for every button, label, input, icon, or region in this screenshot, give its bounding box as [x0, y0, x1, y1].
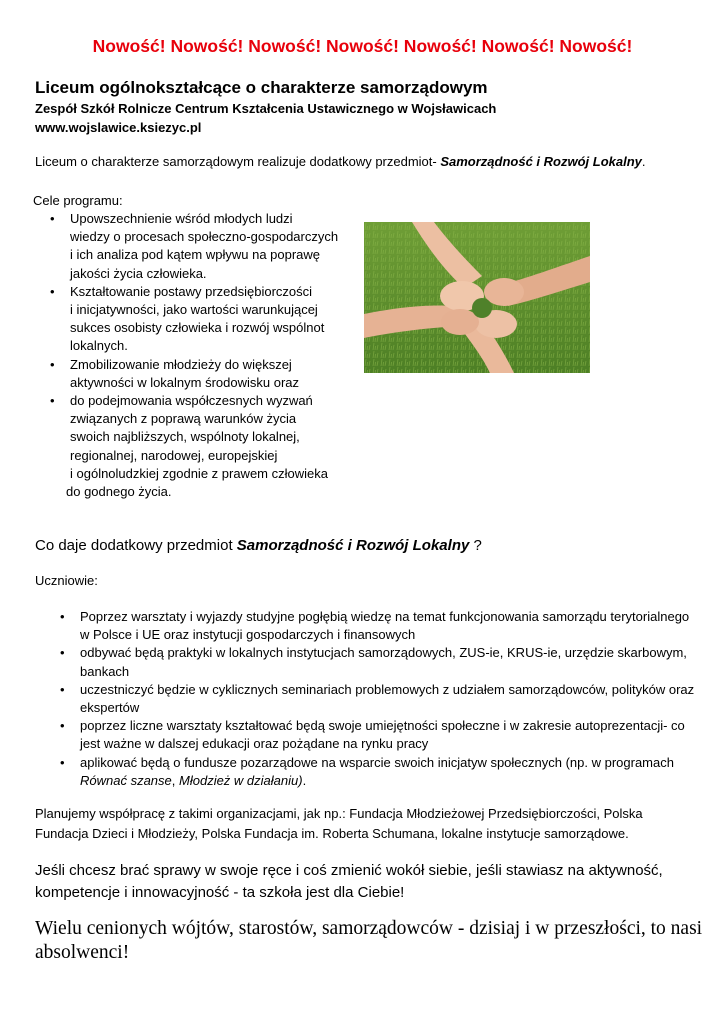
- benefit-text: odbywać będą praktyki w lokalnych instytucjach samorządowych, ZUS-ie, KRUS-ie, urzędzie skarbowym, bankach: [80, 645, 687, 679]
- question-prefix: Co daje dodatkowy przedmiot: [35, 537, 237, 554]
- benefit-text: Poprzez warsztaty i wyjazdy studyjne pogłębią wiedzę na temat funkcjonowania samorządu terytorialnego w Polsce i UE oraz instytucji gospodarczych i finansowych: [80, 609, 690, 643]
- benefit-item: [60, 644, 700, 680]
- bullet-icon: •: [60, 718, 65, 734]
- intro-text: Liceum o charakterze samorządowym realizuje dodatkowy przedmiot-: [35, 154, 441, 169]
- website-link[interactable]: www.wojslawice.ksiezyc.pl: [35, 120, 202, 135]
- bullet-icon: •: [50, 211, 55, 226]
- goal-line: do godnego życia.: [66, 484, 172, 500]
- cooperation-paragraph: Planujemy współpracę z takimi organizacjami, jak np.: Fundacja Młodzieżowej Przedsiębiorczości, Polska Fundacja Dzieci i Młodzieży, Polska Fundacja im. Roberta Schumana, lokalne instytucje samorządowe.: [35, 806, 643, 841]
- document-title: Liceum ogólnokształcące o charakterze samorządowym: [35, 78, 488, 97]
- goal-line: regionalnej, narodowej, europejskiej: [70, 447, 278, 463]
- hands-photo: [364, 222, 590, 373]
- school-name: Zespół Szkół Rolnicze Centrum Kształcenia Ustawicznego w Wojsławicach: [35, 101, 497, 116]
- intro-subject: Samorządność i Rozwój Lokalny: [440, 154, 642, 169]
- bullet-icon: •: [50, 283, 55, 299]
- goal-item: [46, 392, 356, 465]
- program-name: Równać szanse: [80, 772, 172, 788]
- goal-item: [46, 210, 356, 283]
- goal-item: [46, 283, 356, 356]
- benefit-item: [60, 681, 700, 717]
- question-subject: Samorządność i Rozwój Lokalny: [236, 537, 470, 554]
- intro-end: .: [641, 154, 646, 169]
- bullet-icon: •: [60, 754, 65, 770]
- goal-line: i inicjatywności, jako wartości warunkującej: [70, 302, 318, 318]
- question-heading: [35, 537, 482, 554]
- benefit-end: .: [302, 772, 307, 788]
- benefit-item: [60, 754, 700, 790]
- bullet-icon: •: [60, 681, 65, 697]
- goal-line: jakości życia człowieka.: [70, 265, 207, 281]
- bullet-icon: •: [50, 356, 55, 372]
- closing-statement: Wielu cenionych wójtów, starostów, samorządowców - dzisiaj i w przeszłości, to nasi absolwenci!: [35, 918, 703, 963]
- goal-line: Zmobilizowanie młodzieży do większej: [70, 356, 292, 372]
- goal-line: do podejmowania współczesnych wyzwań: [70, 393, 313, 409]
- question-suffix: ?: [469, 537, 482, 554]
- benefit-item: [60, 717, 700, 753]
- students-label: Uczniowie:: [35, 573, 98, 588]
- goal-line: swoich najbliższych, wspólnoty lokalnej,: [70, 429, 300, 445]
- program-name: Młodzież w działaniu): [179, 772, 303, 788]
- announcement-banner: Nowość! Nowość! Nowość! Nowość! Nowość! Nowość! Nowość!: [92, 36, 633, 56]
- goal-line: i ogólnoludzkiej zgodnie z prawem człowieka: [70, 465, 328, 481]
- goal-line: aktywności w lokalnym środowisku oraz: [70, 374, 300, 390]
- benefit-text: aplikować będą o fundusze pozarządowe na wsparcie swoich inicjatyw społecznych (np. w programach: [80, 754, 674, 770]
- clasped-hand: [484, 278, 524, 306]
- goal-line: i ich analiza pod kątem wpływu na poprawę: [70, 247, 321, 263]
- benefit-text: uczestniczyć będzie w cyklicznych seminariach problemowych z udziałem samorządowców, polityków oraz ekspertów: [80, 681, 695, 716]
- goal-line: sukces osobisty człowieka i rozwój wspólnot: [70, 320, 325, 336]
- ring-center: [472, 298, 492, 318]
- benefit-item: [60, 608, 700, 644]
- bullet-icon: •: [50, 393, 55, 409]
- benefits-list: [60, 608, 700, 790]
- intro-paragraph: [35, 154, 646, 169]
- goal-item: [46, 356, 356, 392]
- goal-line: lokalnych.: [70, 338, 128, 354]
- bullet-icon: •: [60, 609, 65, 624]
- bullet-icon: •: [60, 645, 65, 661]
- goals-label: Cele programu:: [33, 193, 123, 208]
- goal-line: związanych z poprawą warunków życia: [70, 411, 297, 427]
- program-separator: ,: [171, 772, 180, 788]
- goal-line: Upowszechnienie wśród młodych ludzi: [70, 211, 293, 226]
- benefit-text: poprzez liczne warsztaty kształtować będą swoje umiejętności społeczne i w zakresie autoprezentacji- co jest ważne w dalszej edukacji oraz pożądane na rynku pracy: [80, 718, 685, 752]
- goal-line: Kształtowanie postawy przedsiębiorczości: [70, 283, 313, 299]
- goal-line: wiedzy o procesach społeczno-gospodarczych: [70, 229, 339, 245]
- goals-list: [46, 210, 356, 501]
- slogan-paragraph: Jeśli chcesz brać sprawy w swoje ręce i coś zmienić wokół siebie, jeśli stawiasz na aktywność, kompetencje i innowacyjność - ta szkoła jest dla Ciebie!: [35, 862, 663, 901]
